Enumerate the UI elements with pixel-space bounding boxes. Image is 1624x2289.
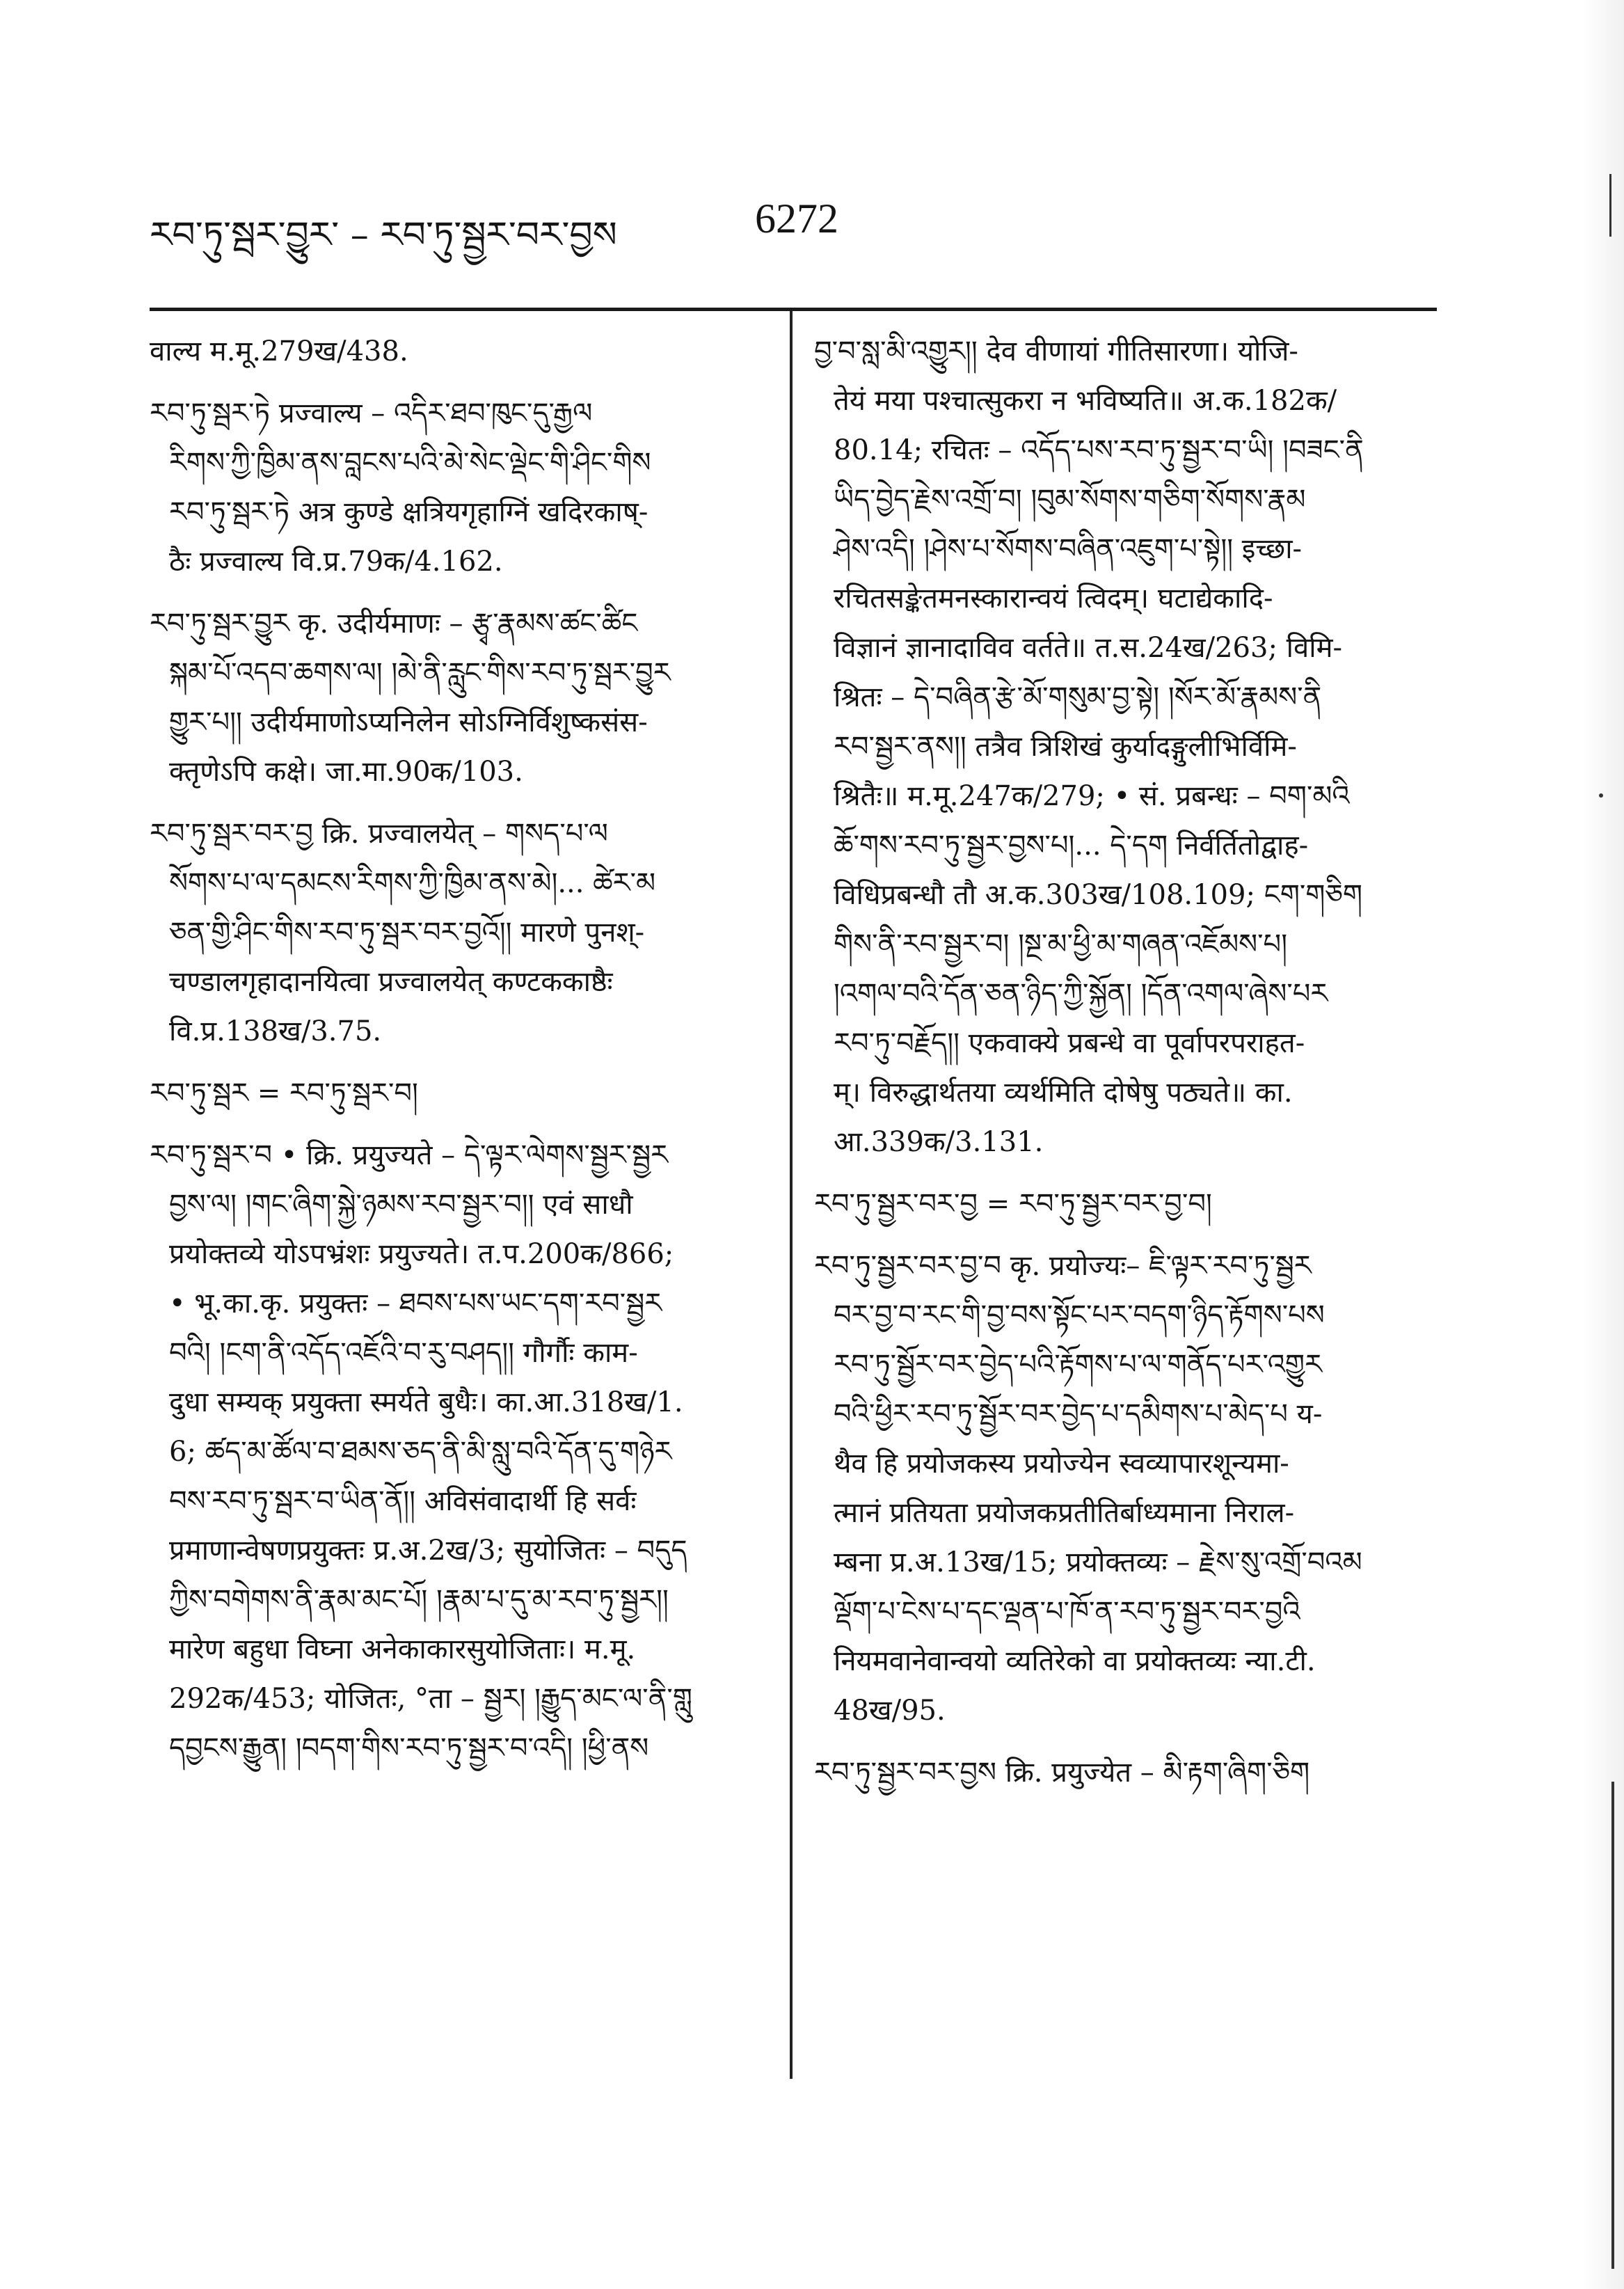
right-column <box>814 327 1426 1810</box>
entry-line: विज्ञानं ज्ञानादाविव वर्तते॥ त.स.24ख/263; विमि- <box>834 632 1343 664</box>
entry-line: ཆོ་གས་རབ་ཏུ་སྦྱར་བྱས་པ།... དེ་དག निर्वर्तितोद्वाह- <box>834 830 1309 862</box>
entry-line: རབ་ཏུ་སྦར་བ • क्रि. प्रयुज्यते – དེ་ལྟར་ལེགས་སྦྱར་སྦྱར <box>150 1139 669 1171</box>
scan-edge-mark <box>1611 1782 1614 2269</box>
entry-line: क्तृणेऽपि कक्षे। जा.मा.90क/103. <box>169 756 523 788</box>
entry-line: རབ་ཏུ་སྦར་ཏེ अत्र कुण्डे क्षत्रियगृहाग्निं खदिरकाष्- <box>169 496 648 528</box>
entry-line: རབ་ཏུ་སྦར = རབ་ཏུ་སྦར་བ། <box>150 1077 418 1109</box>
entry-line: श्रितः – དེ་བཞིན་རྩེ་མོ་གསུམ་བྱ་སྟེ། །སོར་མོ་རྣམས་ནི <box>834 681 1322 713</box>
entry-line: म्। विरुद्धार्थतया व्यर्थमिति दोषेषु पठ्यते॥ का. <box>834 1077 1293 1109</box>
entry-line: दुधा सम्यक् प्रयुक्ता स्मर्यते बुधैः। का.आ.318ख/1. <box>169 1386 683 1418</box>
entry-line: རབ་སྦྱར་ནས།། तत्रैव त्रिशिखं कुर्यादङ्गुलीभिर्विमि- <box>834 731 1297 763</box>
entry-line: रचितसङ्केतमनस्कारान्वयं त्विदम्। घटाद्येकादि- <box>834 583 1273 615</box>
entry-line: श्रितैः॥ म.मू.247क/279; • सं. प्रबन्धः – བག་མའི <box>834 780 1350 812</box>
entry-line: वि.प्र.138ख/3.75. <box>169 1015 382 1047</box>
entry-line: རབ་ཏུ་སྦྱར་བར་བྱས क्रि. प्रयुज्येत – མི་རྟག་ཞིག་ཅིག <box>814 1757 1310 1789</box>
entry-line: རབ་ཏུ་བརྗོད།། एकवाक्ये प्रबन्धे वा पूर्वापरपराहत- <box>834 1027 1305 1059</box>
entry-line: སྐམ་པོ་འདབ་ཆགས་ལ། །མེ་ནི་རླུང་གིས་རབ་ཏུ་སྦར་བྱུར <box>169 657 671 689</box>
entry-line: ठैः प्रज्वाल्य वि.प्र.79क/4.162. <box>169 546 503 578</box>
entry-line: ཀྱིས་བགེགས་ནི་རྣམ་མང་པོ། །རྣམ་པ་དུ་མ་རབ་ཏུ་སྦྱར།། <box>169 1584 669 1616</box>
dictionary-entry <box>150 599 762 797</box>
dictionary-entry <box>150 809 762 1056</box>
entry-line: 292क/453; योजितः, °ता – སྦྱར། །རྒྱུད་མང་ལ་ནི་གླུ <box>169 1683 692 1715</box>
entry-line: ལྡོག་པ་ངེས་པ་དང་ལྡན་པ་ཁོ་ན་རབ་ཏུ་སྦྱར་བར་བྱའི <box>834 1596 1300 1628</box>
entry-line: म्बना प्र.अ.13ख/15; प्रयोक्तव्यः – རྗེས་སུ་འགྲོ་བའམ <box>834 1546 1362 1578</box>
entry-line: 48ख/95. <box>834 1695 946 1727</box>
entry-line: གིས་ནི་རབ་སྦྱར་བ། །སྔ་མ་ཕྱི་མ་གཞན་འཇོམས་པ། <box>834 928 1288 960</box>
entry-line: प्रयोक्तव्ये योऽपभ्रंशः प्रयुज्यते। त.प.200क/866; <box>169 1238 674 1270</box>
entry-line: चण्डालगृहादानयित्वा प्रज्वालयेत् कण्टककाष्ठैः <box>169 966 613 998</box>
entry-line: मारेण बहुधा विघ्ना अनेकाकारसुयोजिताः। म.मू. <box>169 1633 636 1665</box>
entry-line: प्रमाणान्वेषणप्रयुक्तः प्र.अ.2ख/3; सुयोजितः – བདུད <box>169 1535 687 1567</box>
running-head: རབ་ཏུ་སྦར་བྱུར་ – རབ་ཏུ་སྦྱར་བར་བྱས <box>150 214 617 256</box>
entry-line: ཡིད་བྱེད་རྗེས་འགྲོ་བ། །བུམ་སོགས་གཅིག་སོགས་རྣམ <box>834 484 1306 516</box>
entry-line: རབ་ཏུ་སྦྱར་བར་བྱ = རབ་ཏུ་སྦྱར་བར་བྱ་བ། <box>814 1188 1212 1220</box>
entry-line: བའི་ཕྱིར་རབ་ཏུ་སྦྱོར་བར་བྱེད་པ་དམིགས་པ་མེད་པ य- <box>834 1398 1323 1430</box>
dictionary-entry <box>150 327 762 377</box>
entry-line: རབ་ཏུ་སྦར་ཏེ प्रज्वाल्य – འདིར་ཐབ་ཁུང་དུ་རྒྱལ <box>150 397 593 429</box>
entry-line: • भू.का.कृ. प्रयुक्तः – ཐབས་པས་ཡང་དག་རབ་སྦྱར <box>169 1288 662 1320</box>
entry-line: 6; ཚད་མ་ཚོལ་བ་ཐམས་ཅད་ནི་མི་སླུ་བའི་དོན་དུ་གཉེར <box>169 1436 672 1468</box>
dictionary-entry <box>150 1131 762 1773</box>
entry-line: རབ་ཏུ་སྦྱར་བར་བྱ་བ कृ. प्रयोज्यः– ཇི་ལྟར་རབ་ཏུ་སྦྱར <box>814 1250 1312 1282</box>
dictionary-entry <box>814 1748 1426 1798</box>
entry-line: རབ་ཏུ་སྦྱོར་བར་བྱེད་པའི་རྟོགས་པ་ལ་གནོད་པར་འགྱུར <box>834 1349 1322 1381</box>
entry-line: वाल्य म.मू.279ख/438. <box>150 335 408 367</box>
scan-edge-mark <box>1609 174 1611 237</box>
entry-line: རབ་ཏུ་སྦར་བྱུར कृ. उदीर्यमाणः – རྩྭ་རྣམས་ཚང་ཚིང <box>150 608 638 640</box>
left-column <box>150 327 762 1786</box>
entry-line: གྱུར་པ།། उदीर्यमाणोऽप्यनिलेन सोऽग्निर्विशुष्कसंस- <box>169 706 648 738</box>
header-rule <box>150 308 1437 311</box>
entry-line: བྱས་ལ། །གང་ཞིག་སྐྱེ་ཉམས་རབ་སྦྱར་བ།། एवं साधौ <box>169 1189 633 1221</box>
dictionary-entry <box>150 389 762 587</box>
entry-line: དབྱངས་རྒྱུན། །བདག་གིས་རབ་ཏུ་སྦྱར་བ་འདི། །ཕྱི་ནས <box>169 1732 649 1764</box>
dictionary-entry <box>150 1069 762 1118</box>
dictionary-entry <box>814 327 1426 1167</box>
dictionary-entry <box>814 1242 1426 1736</box>
entry-line: རིགས་ཀྱི་ཁྱིམ་ནས་བླངས་པའི་མེ་སེང་ལྡེང་གི་ཤིང་གིས <box>169 447 651 479</box>
entry-line: आ.339क/3.131. <box>834 1126 1044 1158</box>
entry-line: །འགལ་བའི་དོན་ཅན་ཉིད་ཀྱི་སྐྱོན། །དོན་འགལ་ཞེས་པར <box>834 978 1328 1010</box>
entry-line: བའི། །ངག་ནི་འདོད་འཇོའི་བ་རུ་བཤད།། गौर्गौः काम- <box>169 1337 638 1369</box>
dictionary-entry <box>814 1180 1426 1229</box>
entry-line: तेयं मया पश्चात्सुकरा न भविष्यति॥ अ.क.182क/ <box>834 385 1337 417</box>
entry-line: त्मानं प्रतियता प्रयोजकप्रतीतिर्बाध्यमाना निराल- <box>834 1497 1295 1529</box>
entry-line: རབ་ཏུ་སྦར་བར་བྱ क्रि. प्रज्वालयेत् – གསད་པ་ལ <box>150 818 608 850</box>
page-number: 6272 <box>755 196 838 241</box>
entry-line: བར་བྱ་བ་རང་གི་བྱ་བས་སྟོང་པར་བདག་ཉིད་རྟོགས་པས <box>834 1299 1325 1331</box>
entry-line: ཅན་གྱི་ཤིང་གིས་རབ་ཏུ་སྦར་བར་བྱའོ།། मारणे पुनश्- <box>169 917 645 949</box>
page-header <box>150 195 1458 258</box>
entry-line: नियमवानेवान्वयो व्यतिरेको वा प्रयोक्तव्यः न्या.टी. <box>834 1645 1316 1677</box>
scan-dot <box>1599 793 1603 798</box>
entry-line: थैव हि प्रयोजकस्य प्रयोज्येन स्वव्यापारशून्यमा- <box>834 1448 1289 1480</box>
entry-line: བྱ་བ་སླ་མི་འགྱུར།། देव वीणायां गीतिसारणा। योजि- <box>814 335 1298 367</box>
entry-line: ཤེས་འདི། །ཤེས་པ་སོགས་བཞིན་འཇུག་པ་སྟེ།། इच्छा- <box>834 533 1303 565</box>
column-divider <box>790 311 793 2079</box>
scan-edge-shadow <box>1582 0 1624 2289</box>
entry-line: विधिप्रबन्धौ तौ अ.क.303ख/108.109; ངག་གཅིག <box>834 879 1363 911</box>
entry-line: བས་རབ་ཏུ་སྦར་བ་ཡིན་ནོ།། अविसंवादार्थी हि सर्वः <box>169 1485 637 1517</box>
entry-line: སོགས་པ་ལ་དམངས་རིགས་ཀྱི་ཁྱིམ་ནས་མེ།... ཚེར་མ <box>169 867 656 899</box>
entry-line: 80.14; रचितः – འདོད་པས་རབ་ཏུ་སྦྱར་བ་ཡི། །བཟང་ནི <box>834 434 1364 466</box>
